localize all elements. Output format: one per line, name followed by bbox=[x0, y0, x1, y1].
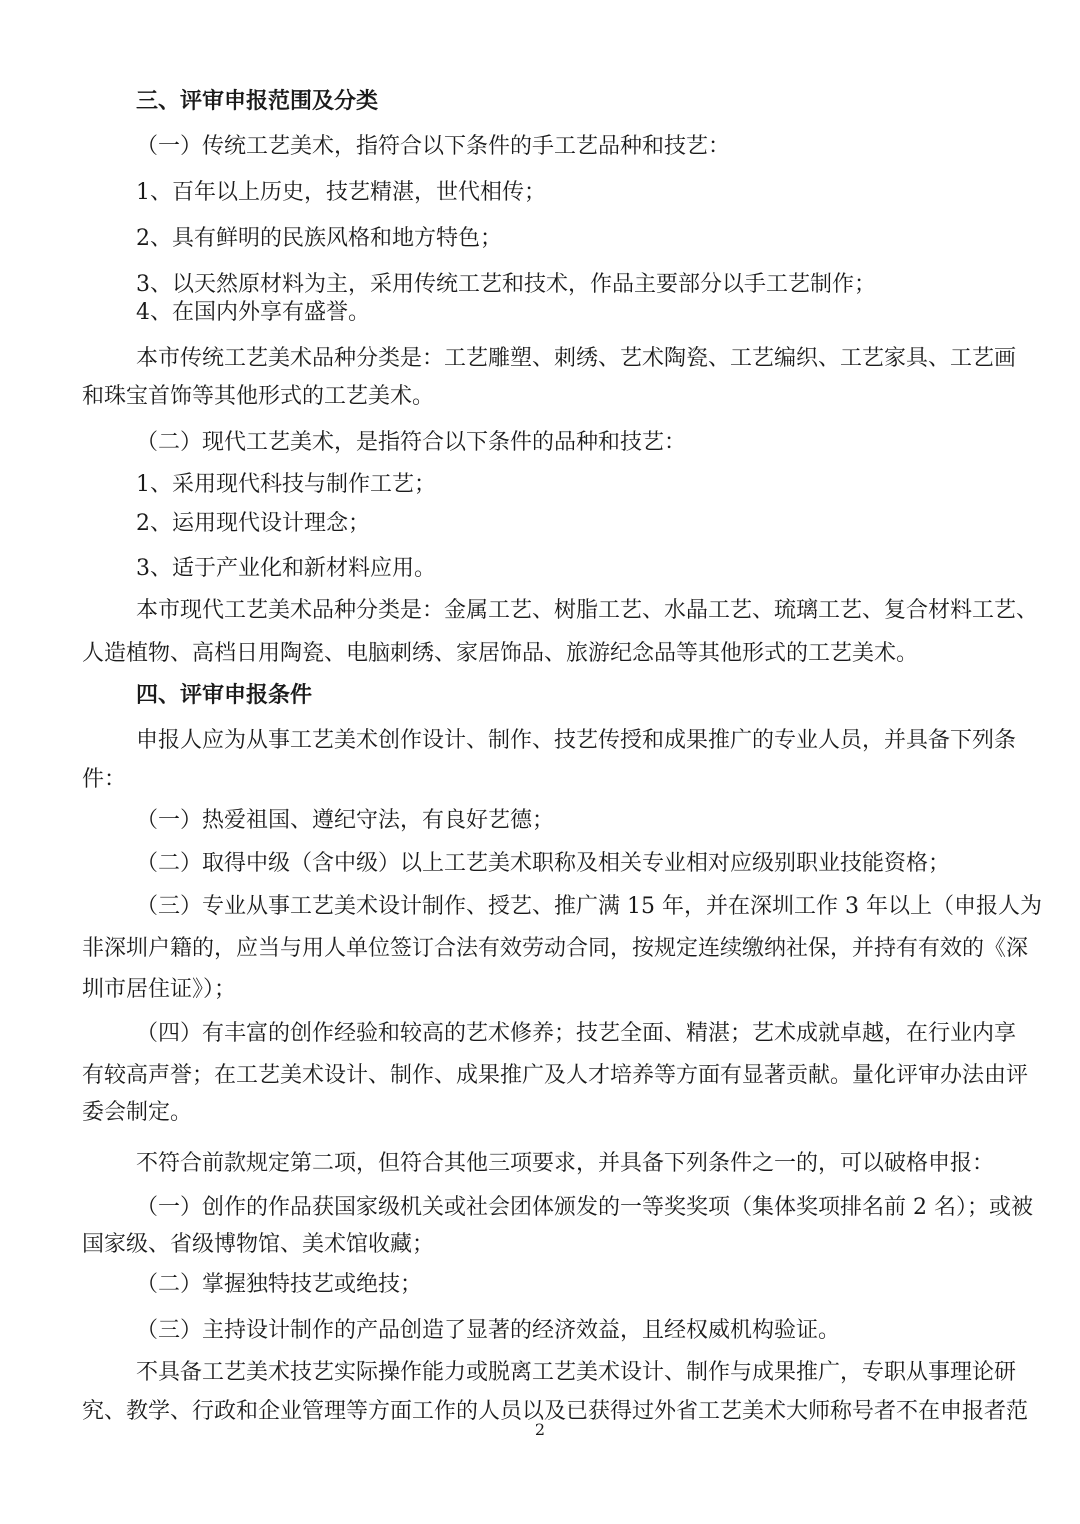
paragraph-line: （二）现代工艺美术，是指符合以下条件的品种和技艺： bbox=[136, 430, 687, 455]
section-heading-scope: 三、评审申报范围及分类 bbox=[136, 88, 379, 114]
list-item: （一）创作的作品获国家级机关或社会团体颁发的一等奖奖项（集体奖项排名前 2 名）；或被 bbox=[136, 1195, 1033, 1220]
list-item: （三）主持设计制作的产品创造了显著的经济效益，且经权威机构验证。 bbox=[136, 1318, 841, 1343]
paragraph-line: 委会制定。 bbox=[82, 1100, 193, 1125]
paragraph-line: 本市现代工艺美术品种分类是：金属工艺、树脂工艺、水晶工艺、琉璃工艺、复合材料工艺、 bbox=[136, 598, 1039, 623]
list-item: 2、运用现代设计理念； bbox=[136, 511, 370, 536]
paragraph-line: 有较高声誉；在工艺美术设计、制作、成果推广及人才培养等方面有显著贡献。量化评审办法由评 bbox=[82, 1063, 1029, 1088]
list-item: （三）专业从事工艺美术设计制作、授艺、推广满 15 年，并在深圳工作 3 年以上（申报人为 bbox=[136, 894, 1042, 919]
paragraph-line: 件： bbox=[82, 767, 127, 792]
list-item: 3、以天然原材料为主，采用传统工艺和技术，作品主要部分以手工艺制作； bbox=[136, 272, 876, 297]
list-item: （二）取得中级（含中级）以上工艺美术职称及相关专业相对应级别职业技能资格； bbox=[136, 851, 951, 876]
paragraph-line: 国家级、省级博物馆、美术馆收藏； bbox=[82, 1232, 435, 1257]
paragraph-line: （一）传统工艺美术，指符合以下条件的手工艺品种和技艺： bbox=[136, 134, 731, 159]
paragraph-line: 究、教学、行政和企业管理等方面工作的人员以及已获得过外省工艺美术大师称号者不在申报者范 bbox=[82, 1399, 1029, 1424]
section-heading-conditions: 四、评审申报条件 bbox=[136, 682, 313, 708]
list-item: （二）掌握独特技艺或绝技； bbox=[136, 1272, 423, 1297]
paragraph-line: 和珠宝首饰等其他形式的工艺美术。 bbox=[82, 384, 435, 409]
paragraph-line: 不符合前款规定第二项，但符合其他三项要求，并具备下列条件之一的，可以破格申报： bbox=[136, 1151, 995, 1176]
paragraph-line: 人造植物、高档日用陶瓷、电脑刺绣、家居饰品、旅游纪念品等其他形式的工艺美术。 bbox=[82, 641, 919, 666]
list-item: 4、在国内外享有盛誉。 bbox=[136, 300, 370, 325]
paragraph-line: 本市传统工艺美术品种分类是：工艺雕塑、刺绣、艺术陶瓷、工艺编织、工艺家具、工艺画 bbox=[136, 346, 1017, 371]
paragraph-line: 不具备工艺美术技艺实际操作能力或脱离工艺美术设计、制作与成果推广，专职从事理论研 bbox=[136, 1360, 1017, 1385]
paragraph-line: 申报人应为从事工艺美术创作设计、制作、技艺传授和成果推广的专业人员，并具备下列条 bbox=[136, 728, 1017, 753]
list-item: 1、百年以上历史，技艺精湛，世代相传； bbox=[136, 180, 546, 205]
paragraph-line: 非深圳户籍的，应当与用人单位签订合法有效劳动合同，按规定连续缴纳社保，并持有有效的《深 bbox=[82, 936, 1029, 961]
list-item: 1、采用现代科技与制作工艺； bbox=[136, 472, 436, 497]
page-number: 2 bbox=[534, 1420, 546, 1439]
list-item: 3、适于产业化和新材料应用。 bbox=[136, 556, 436, 581]
list-item: 2、具有鲜明的民族风格和地方特色； bbox=[136, 226, 502, 251]
list-item: （四）有丰富的创作经验和较高的艺术修养；技艺全面、精湛；艺术成就卓越，在行业内享 bbox=[136, 1021, 1017, 1046]
paragraph-line: 圳市居住证》）； bbox=[82, 977, 237, 1002]
list-item: （一）热爱祖国、遵纪守法，有良好艺德； bbox=[136, 808, 555, 833]
